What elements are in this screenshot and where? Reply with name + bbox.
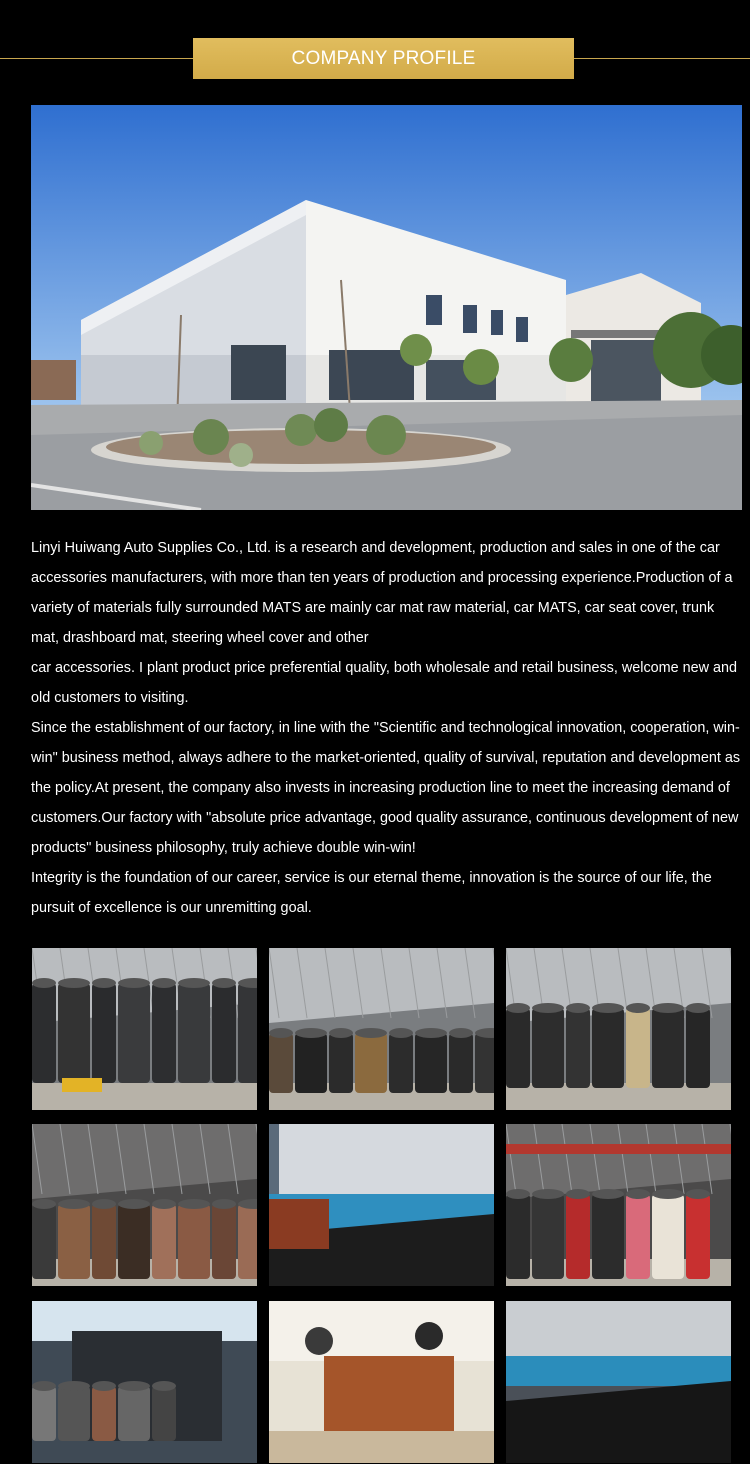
warehouse-rolls-photo	[32, 948, 257, 1110]
factory-building-photo	[31, 105, 742, 510]
warehouse-rolls-photo	[506, 948, 731, 1110]
section-title-banner	[193, 38, 574, 79]
profile-paragraph: Integrity is the foundation of our career, service is our eternal theme, innovation is the source of our life, the pursuit of excellence is our unremitting goal.	[31, 870, 712, 916]
office-meeting-photo	[269, 1301, 494, 1463]
warehouse-rolls-photo	[269, 948, 494, 1110]
material-rolls-photo	[32, 1124, 257, 1286]
profile-paragraph: Since the establishment of our factory, in line with the "Scientific and technological innovation, cooperation, win-win" business method, always adhere to the market-oriented, quality of survival, reputation and development as the policy.At present, the company also invests in increasing production line to meet the increasing demand of customers.Our factory with "absolute price advantage, good quality assurance, continuous development of new products" business philosophy, truly achieve double win-win!	[31, 720, 741, 856]
company-description	[31, 533, 743, 923]
factory-hall-photo	[506, 1124, 731, 1286]
quilting-machine-photo	[269, 1124, 494, 1286]
header-rule-right	[574, 58, 750, 59]
header-rule-left	[0, 58, 193, 59]
quilting-machine-photo	[506, 1301, 731, 1463]
profile-paragraph: Linyi Huiwang Auto Supplies Co., Ltd. is a research and development, production and sales in one of the car accessories manufacturers, with more than ten years of production and processing experience.Production of a variety of materials fully surrounded MATS are mainly car mat raw material, car MATS, car seat cover, trunk mat, drashboard mat, steering wheel cover and other	[31, 540, 733, 646]
section-title: COMPANY PROFILE	[291, 47, 476, 69]
profile-paragraph: car accessories. I plant product price preferential quality, both wholesale and retail business, welcome new and old customers to visiting.	[31, 660, 738, 706]
warehouse-entrance-photo	[32, 1301, 257, 1463]
